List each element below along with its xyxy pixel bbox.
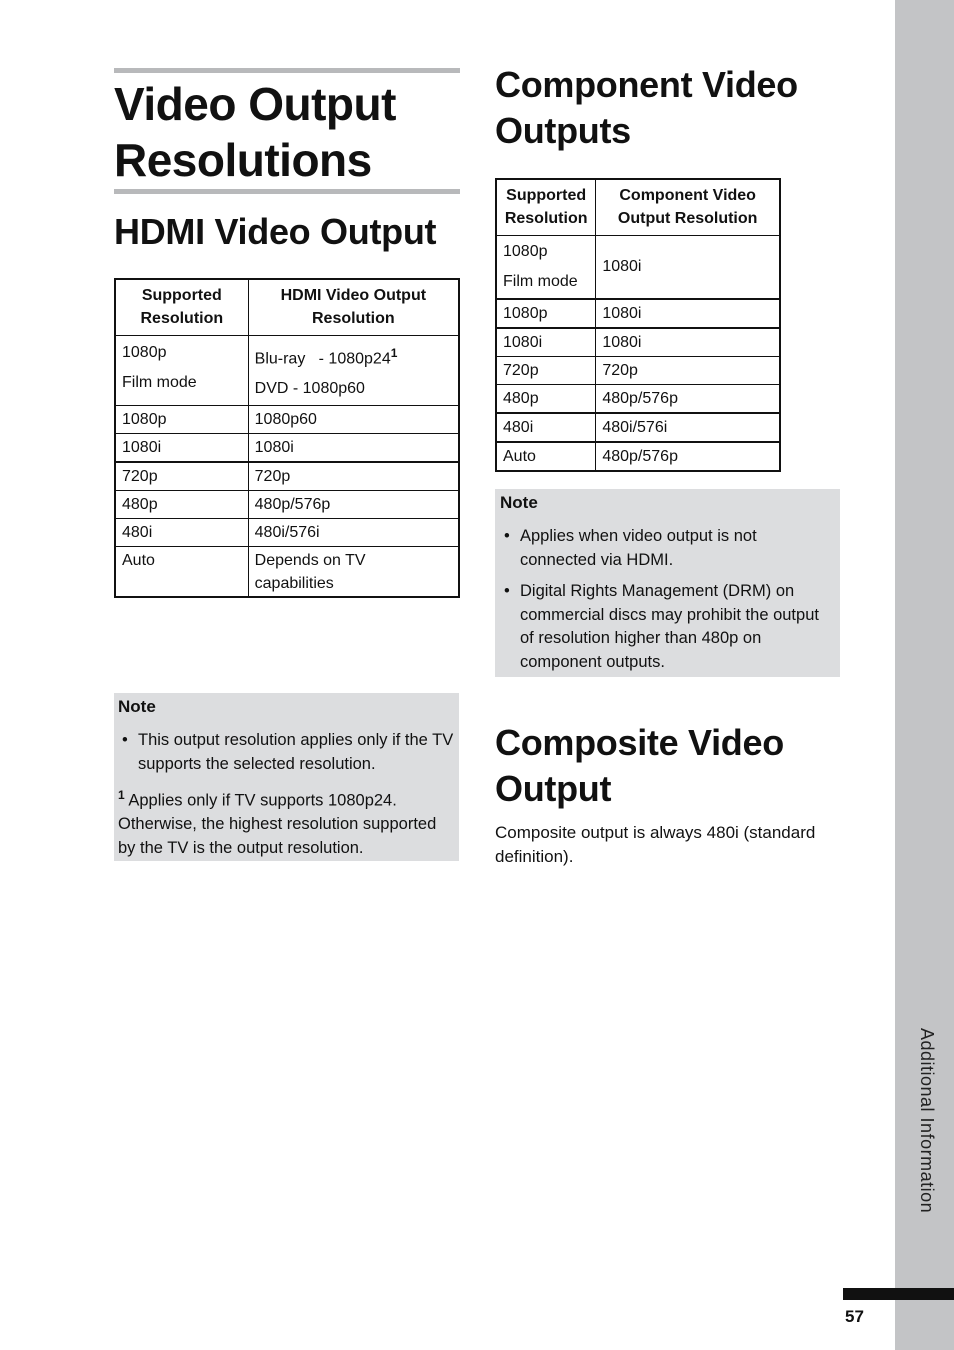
table-header: HDMI Video Output Resolution [248, 279, 459, 335]
section-label: Additional Information [917, 1028, 937, 1214]
table-cell: 1080i [248, 433, 459, 462]
table-cell: 1080p [496, 299, 596, 328]
table-row [496, 356, 780, 384]
table-cell: 480i [496, 413, 596, 442]
title-top-rule [114, 68, 460, 73]
table-cell: 480p/576p [248, 490, 459, 518]
footnote-marker: 1 [390, 345, 398, 360]
table-cell: 480i/576i [248, 518, 459, 546]
table-cell: 1080p [503, 242, 548, 260]
hdmi-note-box [114, 693, 459, 861]
table-cell: 480p/576p [596, 384, 780, 413]
list-item: • Digital Rights Management (DRM) on commercial discs may prohibit the output of resolution higher than 480p on component outputs. [500, 580, 834, 674]
table-row [115, 433, 459, 462]
table-row [496, 299, 780, 328]
table-cell: 1080i [115, 433, 248, 462]
footnote-text: Applies only if TV supports 1080p24. Otherwise, the highest resolution supported by the TV is the output resolution. [118, 791, 437, 857]
note-title: Note [118, 697, 156, 716]
hdmi-heading: HDMI Video Output [114, 211, 437, 252]
table-cell: Auto [115, 546, 248, 597]
table-cell: 1080i [596, 299, 780, 328]
table-cell: Auto [496, 442, 596, 471]
table-cell: 1080p [115, 405, 248, 433]
component-note-box [495, 489, 840, 677]
note-list [118, 729, 455, 776]
table-cell: 1080i [596, 235, 780, 299]
table-cell: 720p [115, 462, 248, 491]
table-cell: 720p [248, 462, 459, 491]
table-cell: DVD - 1080p60 [254, 379, 365, 397]
table-cell: Depends on TV [254, 551, 366, 569]
table-row [115, 518, 459, 546]
table-cell: 480i/576i [596, 413, 780, 442]
table-row [496, 442, 780, 471]
table-cell: 480i [115, 518, 248, 546]
note-title: Note [500, 493, 538, 512]
table-cell: 1080p [122, 343, 167, 361]
table-row [115, 405, 459, 433]
table-cell: 720p [496, 356, 596, 384]
table-cell: 720p [596, 356, 780, 384]
table-row [115, 462, 459, 491]
list-item: • Applies when video output is not connected via HDMI. [500, 525, 834, 572]
note-list [500, 525, 834, 674]
table-cell: 480p [115, 490, 248, 518]
table-cell: 1080p60 [248, 405, 459, 433]
title-bottom-rule [114, 189, 460, 194]
table-header: Supported Resolution [496, 179, 596, 235]
table-cell: 480p [496, 384, 596, 413]
hdmi-resolution-table [114, 278, 460, 598]
table-row [496, 328, 780, 357]
composite-description: Composite output is always 480i (standard definition). [495, 823, 816, 866]
page-number: 57 [845, 1307, 864, 1326]
table-row [115, 490, 459, 518]
table-row [496, 384, 780, 413]
table-header: Component Video Output Resolution [596, 179, 780, 235]
table-cell: Film mode [503, 272, 578, 290]
table-row [496, 235, 780, 299]
table-row [115, 546, 459, 597]
component-heading: Component Video Outputs [495, 64, 798, 151]
table-cell: 480p/576p [596, 442, 780, 471]
footnote-marker: 1 [118, 788, 125, 802]
table-cell: Film mode [122, 373, 197, 391]
page-number-bar [843, 1288, 954, 1300]
footnote [118, 784, 455, 860]
list-item: • This output resolution applies only if the TV supports the selected resolution. [118, 729, 455, 776]
table-cell: 1080i [596, 328, 780, 357]
table-cell: 1080i [496, 328, 596, 357]
page-title: Video Output Resolutions [114, 78, 396, 186]
component-resolution-table [495, 178, 781, 472]
table-row [115, 335, 459, 405]
table-row [496, 413, 780, 442]
composite-heading: Composite Video Output [495, 722, 784, 809]
table-cell: Blu-ray - 1080p24 [254, 349, 391, 367]
table-header: Supported Resolution [115, 279, 248, 335]
table-cell: capabilities [254, 574, 334, 592]
